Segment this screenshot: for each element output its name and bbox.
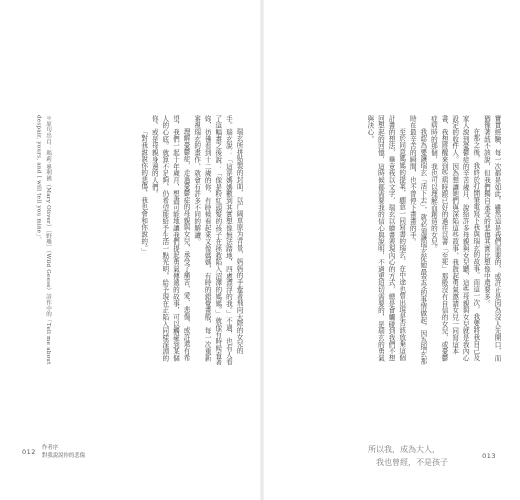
right-paragraph-3: 我認為要讓瑞玄「活下去」，就必須讓瑞玄從她最享受的事情做起，因為瑞玄那時在最辛苦的瞬間，也不曾停下畫畫的手。	[408, 115, 427, 365]
right-folio	[482, 452, 496, 460]
right-page	[262, 0, 520, 500]
footnote-text: ＊原句出自：瑪莉·奧利佛（Mary Oliver）〔野雁〕（Wild Geese）詩作中的「Tell me about despair, yours, and I will tell you mine」。	[35, 115, 51, 365]
right-paragraph-4: 至於同意媽媽的提案，願意一同寫書的瑞玄，在中途也曾出現是否該放棄這個計畫的想法，畢竟我以文字，瑞玄以繪畫表現內心的方式，總是會觸碰到我們不想回想起的回憶，這時候都需要我的信心與說明，不過更迫切需要的，是瑞玄的勇氣與決心。	[365, 115, 406, 362]
logo-text-line1: 所以我，成為大人，	[368, 445, 440, 454]
left-page-body	[84, 115, 244, 367]
right-paragraph-2: 在那之後，我終於打開筆電寫下我與瑞玄的故事。而這一次，我要將我自己及家人說到憂鬱症的辛苦歲月，說給許多母親與女兒聽，這些母親與女兒就是我內心設定的收件人。因為想讓她們與深陷這些故事，我鼓起勇氣邀請女兒一同寫這本書，我想將醒來到些病時跟已好的過往以書「至死」那般沒有自信的女兒，或憂鬱症病時的那個，我也可以理解而創造的女兒。	[429, 115, 480, 362]
left-folio	[22, 444, 85, 460]
right-paragraph-1: 寶貴經驗，每一次都是如此。雖然這是我們需要的，或許正是因為沒人先開口，而猶豫著該不該說，但我們獨自承受的悲傷其實比想像中還要多。	[482, 115, 501, 362]
book-title-logo	[366, 440, 452, 470]
page-number-right: 013	[482, 452, 496, 460]
logo-text-line2: 我也曾經，不是孩子	[376, 458, 448, 467]
left-paragraph-3: 「對我說說你的悲傷，我也會和你說的。」	[139, 128, 148, 256]
left-paragraph-1: 瑞玄所拼贴製的封面，以广阔草原为背景，妈妈的手牽著飛向天際的女兒的手。瑞玄說：「這是媽媽數到其實想像無法踏地，四處漂浮的我。」不過，也有人看了這幅畫之後說：「像是粉紅頭髮的孩子在拯救陷入沼澤的媽媽。」就像有時候看著妳，彷彿看到十二歲的你，有時候看起來又像媽媽，有時的錯覺畫般，每一次重新審視瑞玄的畫作，就會有許多不同的解讀。	[192, 115, 243, 366]
page-number-left: 012	[22, 448, 36, 456]
left-paragraph-2: 理解憂鬱症，走過憂鬱症的母親與女兒，承受了痛苦、愛、悲傷、或許還有希望，我們一起十年歲月，想盡可能地讓我們提起勇氣傳遞的故事，可以觸碰到某個人的心底。就算不足夠，仍希望能給予生活一點光明，給予現在正陷入同樣深淵的你。或是母親身邊的人們。	[150, 115, 191, 362]
running-head-line1: 作者序	[41, 445, 59, 451]
running-head-line2: 對我說說你的悲傷	[41, 453, 86, 459]
footnote	[18, 115, 52, 367]
running-head	[42, 444, 85, 460]
right-page-body	[360, 115, 502, 367]
book-title-logo-art	[366, 440, 452, 470]
